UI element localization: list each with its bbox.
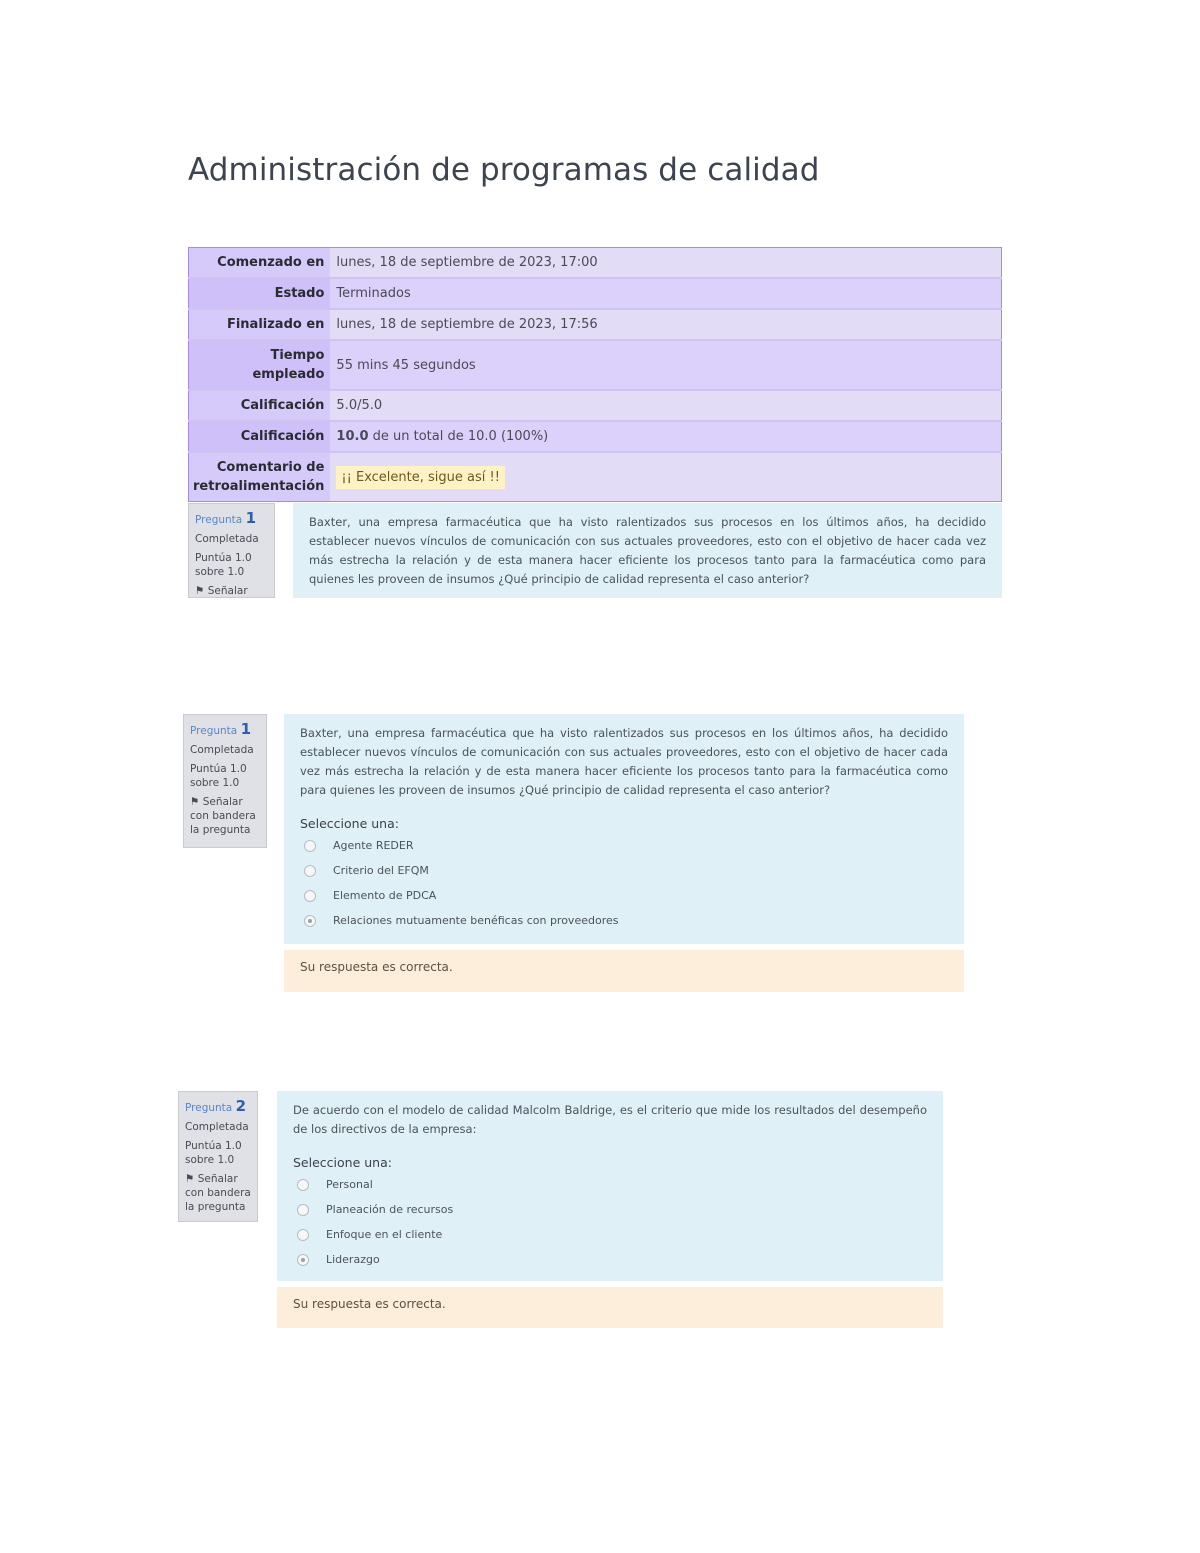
question-state: Completada [195, 533, 259, 545]
summary-label: Calificación [189, 390, 331, 421]
flag-question-link[interactable]: ⚑ Señalar con bandera la pregunta [185, 1173, 251, 1213]
answer-option[interactable] [293, 1197, 927, 1222]
summary-label [189, 340, 331, 390]
summary-row-grade [189, 421, 1002, 452]
feedback-text: Su respuesta es correcta. [300, 960, 453, 974]
radio-button[interactable] [297, 1179, 309, 1191]
option-label: Elemento de PDCA [333, 889, 437, 902]
flag-question-link[interactable]: ⚑ Señalar con bandera la pregunta [190, 796, 256, 836]
summary-value: Terminados [330, 278, 1001, 309]
page-title: Administración de programas de calidad [188, 152, 820, 188]
grade-total: de un total de 10.0 (100%) [368, 429, 549, 444]
question-text-preview-box [293, 503, 1002, 598]
radio-button-checked[interactable] [297, 1254, 309, 1266]
grade-value: 10.0 [336, 429, 369, 444]
question-number: Pregunta 1 [190, 720, 252, 738]
flag-icon: ⚑ [190, 796, 200, 808]
answer-option[interactable] [300, 833, 948, 858]
question-text: De acuerdo con el modelo de calidad Malcolm Baldrige, es el criterio que mide los resultados del desempeño de los directivos de la empresa: [293, 1103, 927, 1136]
radio-button-checked[interactable] [304, 915, 316, 927]
summary-label [189, 452, 331, 502]
option-label: Liderazgo [326, 1253, 380, 1266]
radio-button[interactable] [297, 1204, 309, 1216]
radio-button[interactable] [304, 865, 316, 877]
flag-icon: ⚑ [195, 585, 205, 597]
summary-row-marks [189, 390, 1002, 421]
question-text: Baxter, una empresa farmacéutica que ha visto ralentizados sus procesos en los últimos años, ha decidido establecer nuevos vínculos de comunicación con sus actuales proveedores, esto con el objetivo de hacer cada vez más estrecha la relación y de esta manera hacer eficiente los procesos tanto para la farmacéutica como para quienes les proveen de insumos ¿Qué principio de calidad representa el caso anterior? [309, 515, 986, 586]
summary-label: Comenzado en [189, 248, 331, 279]
summary-value: lunes, 18 de septiembre de 2023, 17:56 [330, 309, 1001, 340]
select-prompt: Seleccione una: [293, 1155, 392, 1170]
flag-icon: ⚑ [185, 1173, 195, 1185]
answer-option[interactable] [293, 1222, 927, 1247]
answer-feedback-1 [284, 950, 964, 992]
radio-button[interactable] [304, 840, 316, 852]
summary-label: Calificación [189, 421, 331, 452]
summary-label-line: retroalimentación [193, 479, 325, 494]
summary-value: 5.0/5.0 [330, 390, 1001, 421]
summary-label-line: Comentario de [216, 460, 325, 475]
summary-row-feedback [189, 452, 1002, 502]
question-info-1 [183, 714, 267, 848]
attempt-summary-table [188, 247, 1002, 502]
answer-option[interactable] [293, 1172, 927, 1197]
summary-label-line: Tiempo [270, 348, 325, 363]
question-number: Pregunta 1 [195, 509, 257, 527]
summary-row-finished [189, 309, 1002, 340]
answer-option[interactable] [300, 883, 948, 908]
summary-row-started [189, 248, 1002, 279]
question-number: Pregunta 2 [185, 1097, 247, 1115]
answer-feedback-2 [277, 1287, 943, 1328]
radio-button[interactable] [297, 1229, 309, 1241]
summary-row-time-taken [189, 340, 1002, 390]
summary-value: lunes, 18 de septiembre de 2023, 17:00 [330, 248, 1001, 279]
summary-value [330, 421, 1001, 452]
answer-option-selected[interactable] [293, 1247, 927, 1272]
question-info-preview [188, 503, 275, 598]
answer-option-selected[interactable] [300, 908, 948, 933]
option-label: Enfoque en el cliente [326, 1228, 443, 1241]
feedback-text: Su respuesta es correcta. [293, 1297, 446, 1311]
radio-button[interactable] [304, 890, 316, 902]
question-state: Completada [190, 744, 254, 756]
question-info-2 [178, 1091, 258, 1222]
question-text: Baxter, una empresa farmacéutica que ha visto ralentizados sus procesos en los últimos años, ha decidido establecer nuevos vínculos de comunicación con sus actuales proveedores, esto con el objetivo de hacer cada vez más estrecha la relación y de esta manera hacer eficiente los procesos tanto para la farmacéutica como para quienes les proveen de insumos ¿Qué principio de calidad representa el caso anterior? [300, 726, 948, 797]
summary-value [330, 452, 1001, 502]
question-box-2 [277, 1091, 943, 1281]
option-label: Relaciones mutuamente benéficas con proveedores [333, 914, 619, 927]
answer-option[interactable] [300, 858, 948, 883]
option-label: Criterio del EFQM [333, 864, 429, 877]
option-label: Planeación de recursos [326, 1203, 454, 1216]
summary-label: Finalizado en [189, 309, 331, 340]
overall-feedback: ¡¡ Excelente, sigue así !! [336, 466, 505, 489]
question-points: Puntúa 1.0 sobre 1.0 [195, 552, 252, 578]
summary-row-state [189, 278, 1002, 309]
question-points: Puntúa 1.0 sobre 1.0 [185, 1140, 242, 1166]
question-points: Puntúa 1.0 sobre 1.0 [190, 763, 247, 789]
summary-value: 55 mins 45 segundos [330, 340, 1001, 390]
question-state: Completada [185, 1121, 249, 1133]
select-prompt: Seleccione una: [300, 816, 399, 831]
summary-label-line: empleado [252, 367, 325, 382]
summary-label: Estado [189, 278, 331, 309]
option-label: Personal [326, 1178, 373, 1191]
flag-question-link[interactable]: ⚑ Señalar [195, 585, 248, 597]
option-label: Agente REDER [333, 839, 414, 852]
question-box-1 [284, 714, 964, 944]
